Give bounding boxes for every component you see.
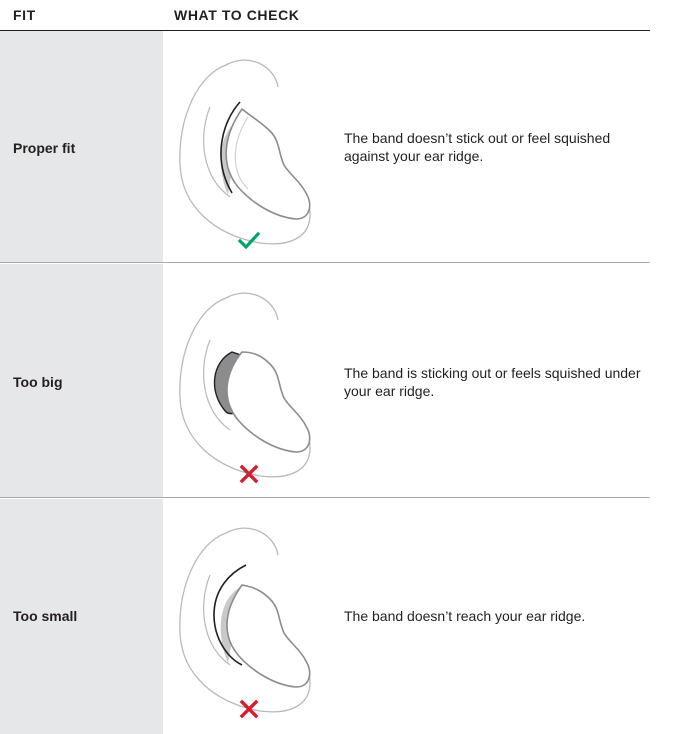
table-header [0, 0, 650, 31]
what-to-check-text: The band is sticking out or feels squished under your ear ridge. [344, 365, 641, 399]
row-divider [0, 262, 650, 263]
table-row-proper-fit [0, 31, 650, 263]
what-to-check-text: The band doesn’t reach your ear ridge. [344, 608, 586, 624]
table-row-too-small [0, 499, 650, 734]
column-header-what-to-check: WHAT TO CHECK [174, 7, 300, 23]
fit-label: Proper fit [13, 140, 76, 156]
x-icon [237, 462, 261, 486]
what-to-check-text: The band doesn’t stick out or feel squished against your ear ridge. [344, 130, 611, 164]
earbud-too-big-illustration [170, 280, 320, 475]
table-row-too-big [0, 264, 650, 498]
fit-label: Too small [13, 608, 78, 624]
earbud-too-small-illustration [170, 515, 320, 710]
column-header-fit: FIT [13, 7, 36, 23]
x-icon [237, 697, 261, 721]
fit-label: Too big [13, 374, 63, 390]
row-divider [0, 497, 650, 498]
earbud-proper-fit-illustration [170, 47, 320, 242]
check-icon [237, 229, 261, 253]
